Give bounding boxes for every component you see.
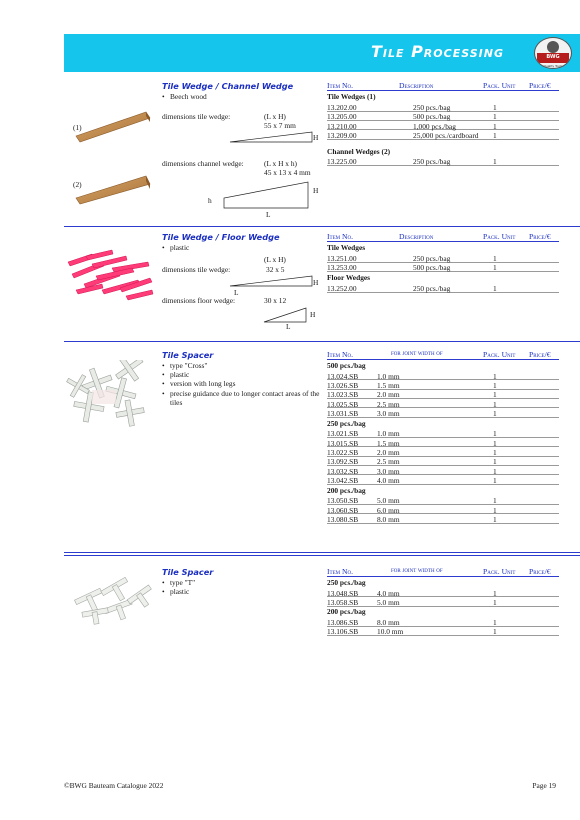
col-item-no: Item No. — [327, 350, 353, 359]
dim-format: (L x H) — [264, 255, 286, 264]
table-row — [327, 428, 559, 438]
table-row — [327, 505, 559, 515]
cell-description: 500 pcs./bag — [413, 112, 451, 122]
page-number: Page 19 — [532, 781, 556, 790]
section-divider — [64, 555, 580, 556]
table-row — [327, 156, 559, 166]
brand-logo — [534, 37, 572, 69]
cell-item-no: 13.023.SB — [327, 390, 359, 400]
cell-pack-unit: 1 — [493, 588, 497, 598]
cell-pack-unit: 1 — [493, 157, 497, 166]
cell-item-no: 13.022.SB — [327, 448, 359, 457]
cell-item-no: 13.092.SB — [327, 457, 359, 467]
cell-description: 250 pcs./bag — [413, 157, 451, 166]
cell-item-no: 13.031.SB — [327, 409, 359, 419]
section-divider — [64, 552, 580, 553]
table-row — [327, 408, 559, 418]
dim-value: 55 x 7 mm — [264, 121, 296, 130]
cell-item-no: 13.106.SB — [327, 627, 359, 637]
col-price: Price/€ — [529, 232, 551, 241]
cell-description: 250 pcs./bag — [413, 103, 451, 112]
wedge-diagram — [228, 274, 320, 288]
cell-pack-unit: 1 — [493, 429, 497, 439]
cell-pack-unit: 1 — [493, 618, 497, 627]
group-heading: Tile Wedges (1) — [327, 92, 376, 101]
cell-pack-unit: 1 — [493, 466, 497, 476]
cell-item-no: 13.015.SB — [327, 438, 359, 448]
cell-description: 4.0 mm — [377, 588, 400, 598]
cell-item-no: 13.252.00 — [327, 284, 357, 293]
cell-pack-unit: 1 — [493, 103, 497, 112]
col-joint-width: for joint width of — [391, 567, 443, 574]
table-row — [327, 495, 559, 505]
group-heading: Tile Wedges — [327, 243, 366, 252]
cell-item-no: 13.225.00 — [327, 157, 357, 166]
page-title: Tile Processing — [370, 42, 504, 61]
bullet-item: • plastic — [162, 587, 195, 596]
bullet-item: • version with long legs — [162, 379, 332, 388]
table-row — [327, 102, 559, 112]
dim-L: L — [286, 322, 291, 331]
col-joint-width: for joint width of — [391, 350, 443, 357]
product-title: Tile Spacer — [162, 567, 214, 577]
cell-item-no: 13.202.00 — [327, 103, 357, 112]
cell-item-no: 13.060.SB — [327, 505, 359, 515]
logo-subtext: Quality Tools — [543, 64, 563, 68]
section-divider — [64, 226, 580, 227]
section-divider — [64, 341, 580, 342]
cell-pack-unit: 1 — [493, 399, 497, 409]
cell-item-no: 13.024.SB — [327, 371, 359, 381]
dim-H: H — [313, 278, 319, 287]
table-row — [327, 389, 559, 399]
cell-pack-unit: 1 — [493, 409, 497, 419]
cross-spacer-image — [62, 360, 158, 428]
image-label: (1) — [73, 123, 82, 132]
dim-H: H — [313, 186, 319, 195]
cell-item-no: 13.210.00 — [327, 121, 357, 131]
table-row — [327, 626, 559, 636]
channel-wedge-diagram — [222, 180, 314, 210]
cell-pack-unit: 1 — [493, 476, 497, 486]
col-description: Description — [399, 81, 434, 90]
col-item-no: Item No. — [327, 567, 353, 576]
col-item-no: Item No. — [327, 232, 353, 241]
dim-L: L — [234, 288, 239, 297]
cell-description: 5.0 mm — [377, 598, 400, 607]
product-title: Tile Wedge / Channel Wedge — [162, 81, 294, 91]
col-price: Price/€ — [529, 81, 551, 90]
cell-description: 5.0 mm — [377, 496, 400, 506]
table-row — [327, 514, 559, 524]
wedge-diagram — [228, 130, 320, 144]
table-header — [327, 81, 559, 91]
footer-left: ©BWG Bauteam Catalogue 2022 — [64, 781, 164, 790]
cell-item-no: 13.209.00 — [327, 131, 357, 141]
cell-description: 2.0 mm — [377, 390, 400, 400]
table-header — [327, 350, 559, 360]
logo-text: BWG — [546, 54, 560, 60]
col-pack-unit: Pack. Unit — [483, 81, 516, 90]
cell-description: 500 pcs./bag — [413, 263, 451, 273]
cell-description: 2.5 mm — [377, 457, 400, 467]
cell-item-no: 13.086.SB — [327, 618, 359, 627]
cell-pack-unit: 1 — [493, 438, 497, 448]
cell-item-no: 13.205.00 — [327, 112, 357, 122]
plastic-wedges-image — [62, 244, 158, 304]
col-pack-unit: Pack. Unit — [483, 567, 516, 576]
image-label: (2) — [73, 180, 82, 189]
col-price: Price/€ — [529, 350, 551, 359]
bullet-list — [162, 578, 195, 596]
bullet-list — [162, 243, 189, 252]
cell-description: 25,000 pcs./cardboard — [413, 131, 479, 141]
cell-pack-unit: 1 — [493, 515, 497, 524]
cell-pack-unit: 1 — [493, 112, 497, 122]
table-row — [327, 111, 559, 121]
cell-description: 1.0 mm — [377, 371, 400, 381]
cell-description: 8.0 mm — [377, 618, 400, 627]
cell-item-no: 13.080.SB — [327, 515, 359, 524]
col-pack-unit: Pack. Unit — [483, 232, 516, 241]
table-row — [327, 283, 559, 293]
cell-item-no: 13.253.00 — [327, 263, 357, 273]
cell-item-no: 13.251.00 — [327, 254, 357, 263]
table-row — [327, 438, 559, 448]
dim-label: dimensions tile wedge: — [162, 112, 231, 121]
cell-pack-unit: 1 — [493, 457, 497, 467]
cell-item-no: 13.026.SB — [327, 381, 359, 390]
table-row — [327, 456, 559, 466]
cell-item-no: 13.021.SB — [327, 429, 359, 439]
table-row — [327, 262, 559, 272]
dim-label: dimensions tile wedge: — [162, 265, 231, 274]
group-heading: 250 pcs./bag — [327, 578, 366, 587]
bullet-item: • Beech wood — [162, 92, 207, 101]
bullet-item: • plastic — [162, 370, 332, 379]
table-row — [327, 475, 559, 485]
cell-description: 3.0 mm — [377, 409, 400, 419]
bullet-item: • precise guidance due to longer contact areas of the tiles — [162, 389, 332, 407]
cell-pack-unit: 1 — [493, 627, 497, 637]
cell-pack-unit: 1 — [493, 131, 497, 141]
bullet-list — [162, 361, 332, 407]
cell-pack-unit: 1 — [493, 371, 497, 381]
cell-pack-unit: 1 — [493, 448, 497, 457]
cell-pack-unit: 1 — [493, 390, 497, 400]
cell-pack-unit: 1 — [493, 598, 497, 607]
t-spacer-image — [64, 570, 158, 626]
bullet-item: • plastic — [162, 243, 189, 252]
cell-pack-unit: 1 — [493, 496, 497, 506]
table-row — [327, 380, 559, 390]
cell-item-no: 13.032.SB — [327, 466, 359, 476]
col-pack-unit: Pack. Unit — [483, 350, 516, 359]
cell-pack-unit: 1 — [493, 263, 497, 273]
dim-format: (L x H) — [264, 112, 286, 121]
cell-description: 2.5 mm — [377, 399, 400, 409]
cell-description: 6.0 mm — [377, 505, 400, 515]
table-header — [327, 567, 559, 577]
col-price: Price/€ — [529, 567, 551, 576]
cell-pack-unit: 1 — [493, 505, 497, 515]
group-heading: 250 pcs./bag — [327, 418, 366, 428]
bullet-item: • type "T" — [162, 578, 195, 587]
dim-label: dimensions channel wedge: — [162, 159, 244, 168]
table-row — [327, 588, 559, 598]
cell-pack-unit: 1 — [493, 254, 497, 263]
group-heading: 200 pcs./bag — [327, 485, 366, 495]
table-row — [327, 253, 559, 263]
table-row — [327, 371, 559, 381]
table-row — [327, 447, 559, 457]
table-row — [327, 466, 559, 476]
cell-description: 1,000 pcs./bag — [413, 121, 456, 131]
table-row — [327, 399, 559, 409]
cell-description: 10.0 mm — [377, 627, 404, 637]
group-heading: Channel Wedges (2) — [327, 147, 391, 156]
dim-H: H — [310, 310, 316, 319]
dim-value: 45 x 13 x 4 mm — [264, 168, 311, 177]
cell-description: 250 pcs./bag — [413, 284, 451, 293]
header-banner — [64, 34, 580, 72]
logo-figure-icon — [547, 41, 559, 53]
table-row — [327, 617, 559, 627]
product-title: Tile Spacer — [162, 350, 214, 360]
dim-value: 32 x 5 — [266, 265, 285, 274]
cell-item-no: 13.058.SB — [327, 598, 359, 607]
cell-pack-unit: 1 — [493, 121, 497, 131]
cell-description: 4.0 mm — [377, 476, 400, 486]
col-item-no: Item No. — [327, 81, 353, 90]
cell-item-no: 13.050.SB — [327, 496, 359, 506]
cell-description: 250 pcs./bag — [413, 254, 451, 263]
dim-H: H — [313, 133, 319, 142]
cell-item-no: 13.042.SB — [327, 476, 359, 486]
cell-item-no: 13.048.SB — [327, 588, 359, 598]
group-heading: 200 pcs./bag — [327, 607, 366, 617]
table-row — [327, 130, 559, 140]
group-heading: 500 pcs./bag — [327, 361, 366, 370]
cell-item-no: 13.025.SB — [327, 399, 359, 409]
bullet-item: • type "Cross" — [162, 361, 332, 370]
cell-pack-unit: 1 — [493, 381, 497, 390]
cell-description: 2.0 mm — [377, 448, 400, 457]
dim-h: h — [208, 196, 212, 205]
col-description: Description — [399, 232, 434, 241]
dim-label: dimensions floor wedge: — [162, 296, 236, 305]
cell-description: 3.0 mm — [377, 466, 400, 476]
product-title: Tile Wedge / Floor Wedge — [162, 232, 280, 242]
cell-description: 8.0 mm — [377, 515, 400, 524]
channel-wedge-image — [72, 172, 152, 206]
cell-description: 1.5 mm — [377, 381, 400, 390]
dim-L: L — [266, 210, 271, 219]
group-heading: Floor Wedges — [327, 273, 371, 282]
wood-wedge-image — [72, 108, 152, 144]
cell-pack-unit: 1 — [493, 284, 497, 293]
cell-description: 1.5 mm — [377, 438, 400, 448]
dim-format: (L x H x h) — [264, 159, 297, 168]
table-row — [327, 121, 559, 131]
table-row — [327, 597, 559, 607]
bullet-list — [162, 92, 207, 101]
cell-description: 1.0 mm — [377, 429, 400, 439]
table-header — [327, 232, 559, 242]
dim-value: 30 x 12 — [264, 296, 287, 305]
